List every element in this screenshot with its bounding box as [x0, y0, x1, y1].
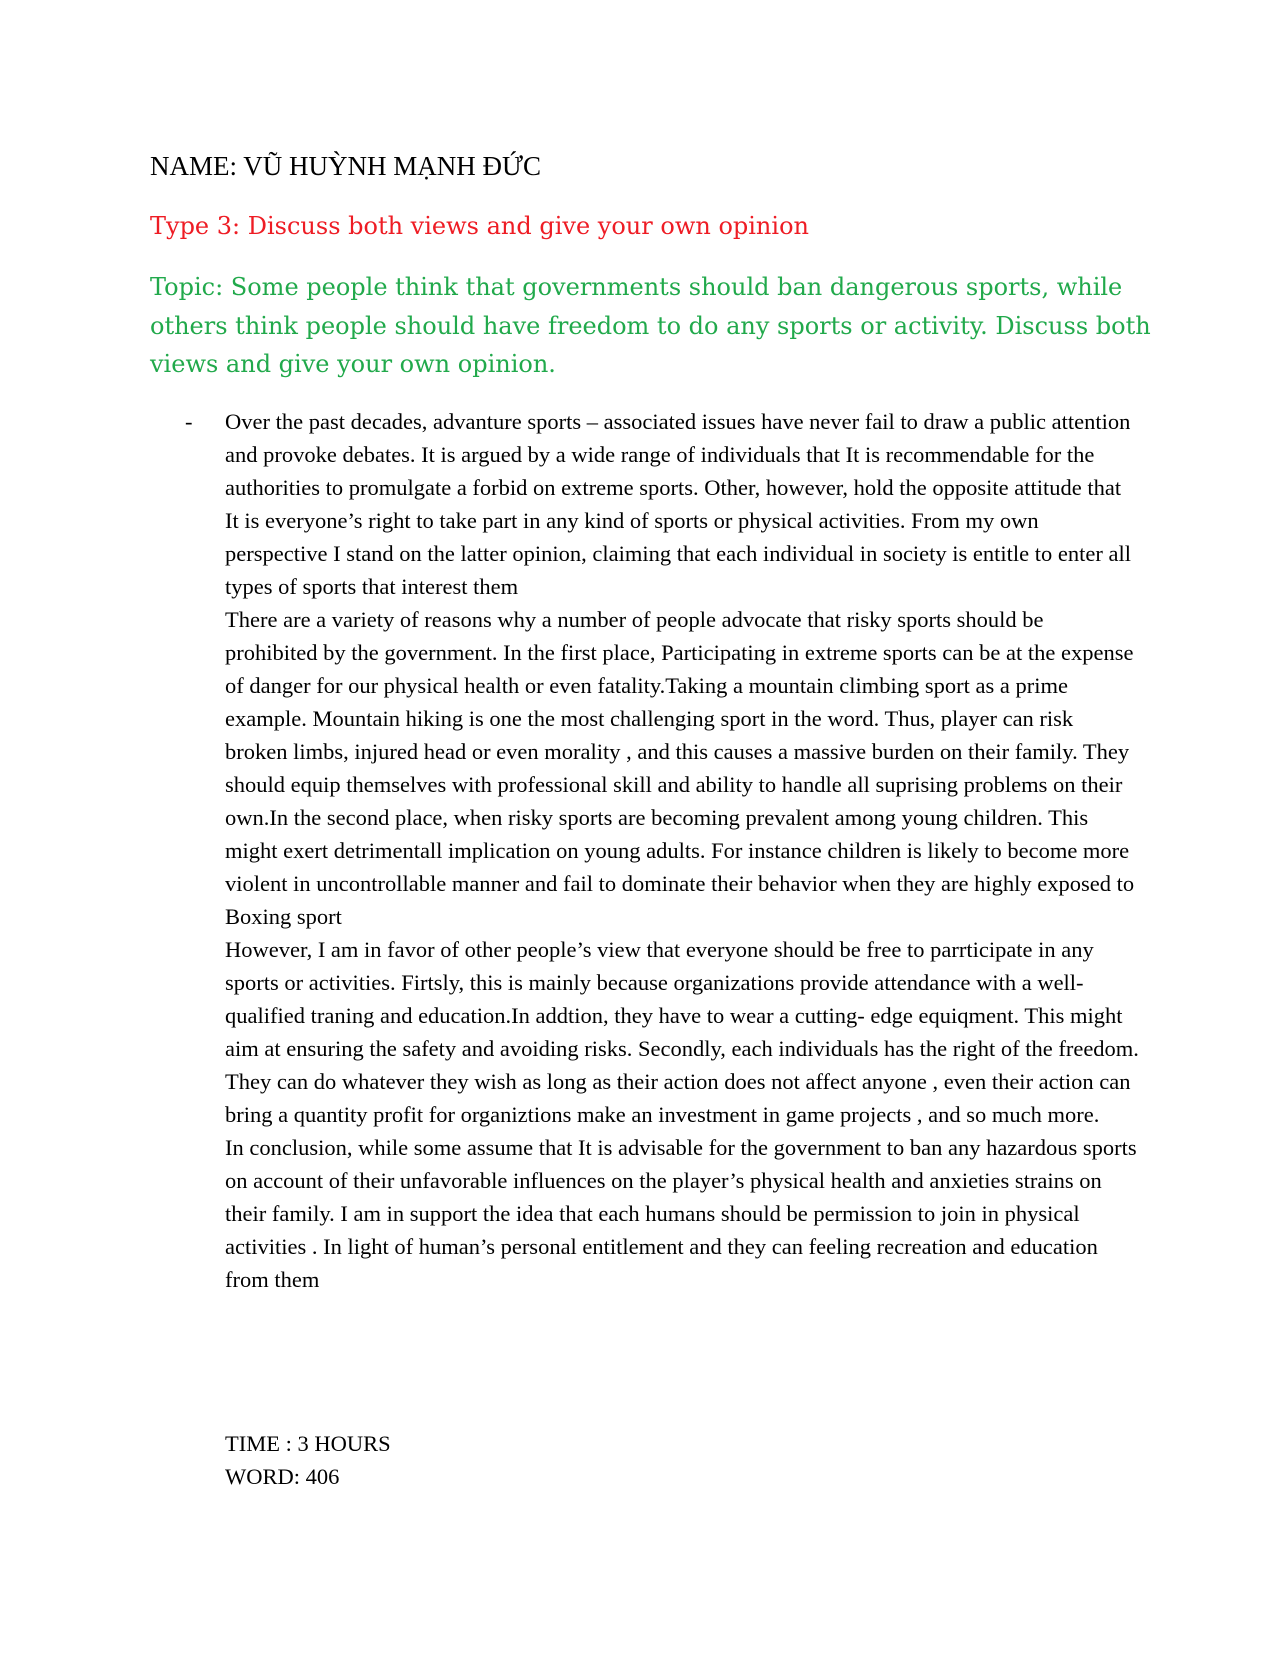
essay-paragraph-intro: Over the past decades, advanture sports – associated issues have never fail to draw a public attention and provoke debates. It is argued by a wide range of individuals that It is recommendable for the authorities to promulgate a forbid on extreme sports. Other, however, hold the opposite attitude that It is everyone’s right to take part in any kind of sports or physical activities. From my own perspective I stand on the latter opinion, claiming that each individual in society is entitle to enter all types of sports that interest them: [225, 409, 1131, 599]
essay-paragraph-conclusion: In conclusion, while some assume that It is advisable for the government to ban any hazardous sports on account of their unfavorable influences on the player’s physical health and anxieties strains on their family. I am in support the idea that each humans should be permission to join in physical activities . In light of human’s personal entitlement and they can feeling recreation and education from them: [225, 1135, 1137, 1292]
essay-topic: Topic: Some people think that governments should ban dangerous sports, while others think people should have freedom to do any sports or activity. Discuss both views and give your own opinion.: [150, 273, 1151, 378]
time-label: TIME : 3 HOURS: [225, 1431, 391, 1456]
essay-body: [225, 405, 1140, 1296]
essay-paragraph-view-two: However, I am in favor of other people’s view that everyone should be free to parrticipate in any sports or activities. Firtsly, this is mainly because organizations provide attendance with a well- qualified traning and education.In addtion, they have to wear a cutting- edge equiqment. This might aim at ensuring the safety and avoiding risks. Secondly, each individuals has the right of the freedom. They can do whatever they wish as long as their action does not affect anyone , even their action can bring a quantity profit for organiztions make an investment in game projects , and so much more.: [225, 937, 1139, 1127]
essay-paragraph-view-one: There are a variety of reasons why a number of people advocate that risky sports should be prohibited by the government. In the first place, Participating in extreme sports can be at the expense of danger for our physical health or even fatality.Taking a mountain climbing sport as a prime example. Mountain hiking is one the most challenging sport in the word. Thus, player can risk broken limbs, injured head or even morality , and this causes a massive burden on their family. They should equip themselves with professional skill and ability to handle all suprising problems on their own.In the second place, when risky sports are becoming prevalent among young children. This might exert detrimentall implication on young adults. For instance children is likely to become more violent in uncontrollable manner and fail to dominate their behavior when they are highly exposed to Boxing sport: [225, 607, 1135, 929]
word-count-label: WORD: 406: [225, 1464, 340, 1489]
essay-type-heading: Type 3: Discuss both views and give your own opinion: [150, 212, 809, 240]
essay-footer: [225, 1427, 391, 1493]
list-bullet-dash: -: [185, 409, 193, 434]
student-name: NAME: VŨ HUỲNH MẠNH ĐỨC: [150, 151, 541, 181]
